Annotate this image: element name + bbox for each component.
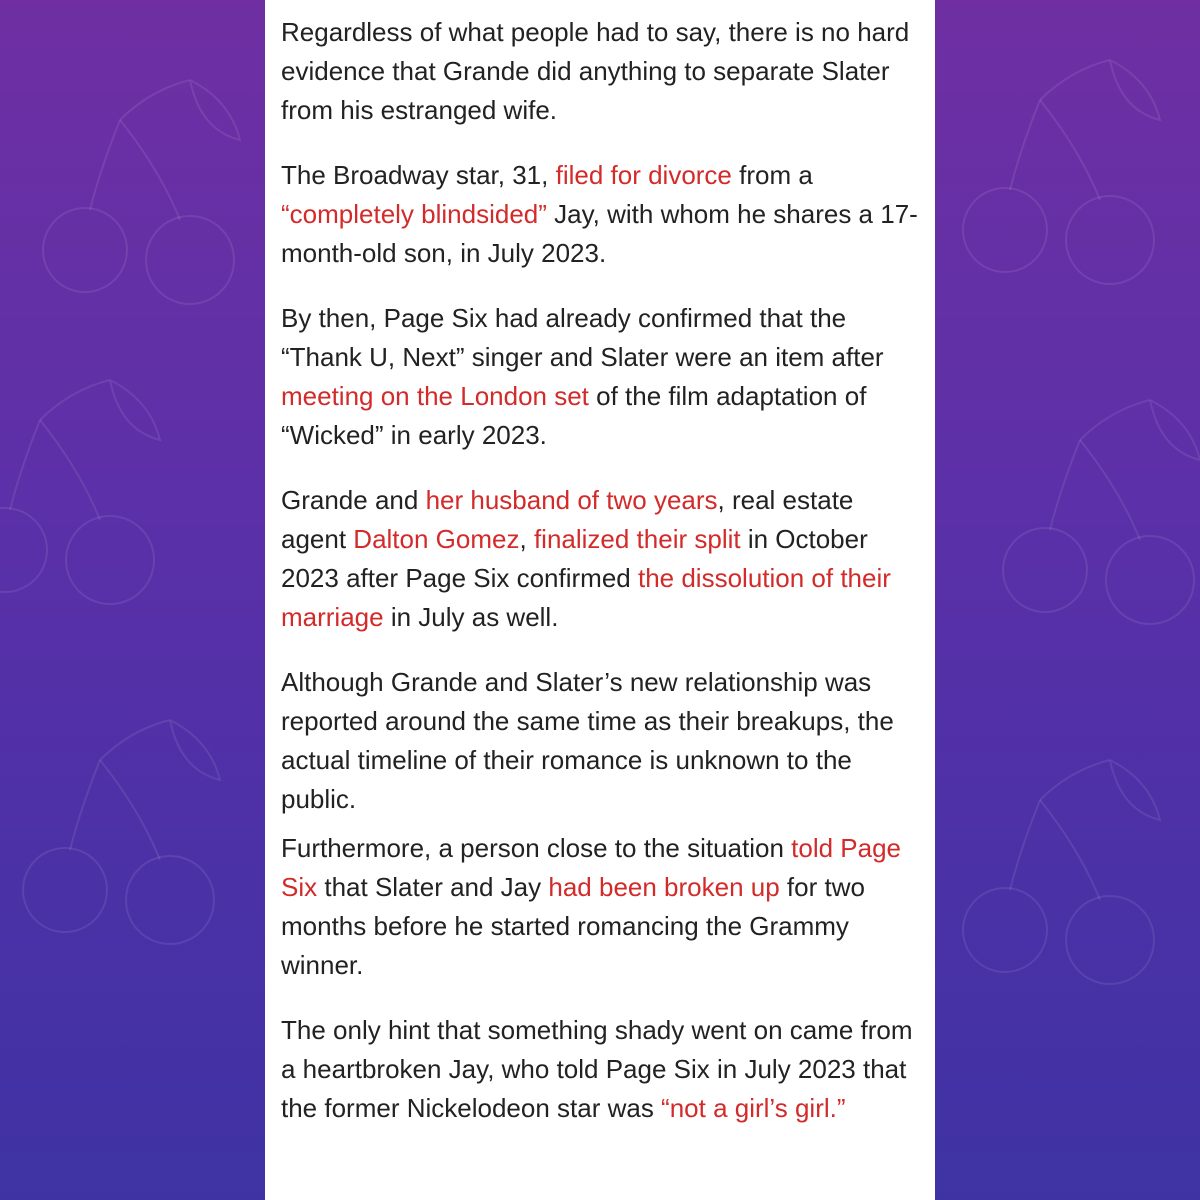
paragraph-text: , real estate agent [281,485,854,554]
link-told-page-six[interactable]: told Page Six [281,833,902,902]
paragraph-text: of the film adaptation of “Wicked” in early 2023. [281,381,867,450]
paragraph-text: in July as well. [383,602,559,632]
paragraph-text: Grande and [281,485,426,515]
paragraph-text: Regardless of what people had to say, there is no hard evidence that Grande did anything to separate Slater from his estranged wife. [281,17,910,125]
paragraph-text: Although Grande and Slater’s new relationship was reported around the same time as their breakups, the actual timeline of their romance is unknown to the public. [281,667,894,814]
link-had-been-broken-up[interactable]: had been broken up [548,872,780,902]
paragraph-3 [281,299,919,455]
cherry-icon [963,60,1160,284]
paragraph-1 [281,13,919,130]
link-filed-for-divorce[interactable]: filed for divorce [555,160,732,190]
cherry-icon [23,720,220,944]
paragraph-text: The only hint that something shady went on came from a heartbroken Jay, who told Page Six in July 2023 that the former Nickelodeon star was [281,1015,913,1123]
paragraph-text: Jay, with whom he shares a 17-month-old son, in July 2023. [281,199,918,268]
paragraph-text: The Broadway star, 31, [281,160,556,190]
cherry-icon [1003,400,1200,624]
paragraph-2 [281,156,919,273]
paragraph-5 [281,663,919,819]
cherry-icon [0,380,160,604]
link-not-a-girls-girl[interactable]: “not a girl’s girl.” [661,1093,846,1123]
paragraph-text: from a [731,160,813,190]
link-completely-blindsided[interactable]: “completely blindsided” [281,199,547,229]
cherry-icon [43,80,240,304]
paragraph-text: By then, Page Six had already confirmed that the “Thank U, Next” singer and Slater were an item after [281,303,884,372]
paragraph-text: Furthermore, a person close to the situation [281,833,792,863]
paragraph-text: , [519,524,534,554]
paragraph-7 [281,1011,919,1128]
link-her-husband-of-two-years[interactable]: her husband of two years [425,485,718,515]
link-finalized-their-split[interactable]: finalized their split [533,524,741,554]
link-dalton-gomez[interactable]: Dalton Gomez [353,524,520,554]
paragraph-text: for two months before he started romancing the Grammy winner. [281,872,865,980]
paragraph-text: in October 2023 after Page Six confirmed [281,524,868,593]
link-meeting-on-london-set[interactable]: meeting on the London set [281,381,589,411]
paragraph-text: that Slater and Jay [317,872,549,902]
cherry-icon [963,760,1160,984]
paragraph-6 [281,829,919,985]
link-dissolution-of-marriage[interactable]: the dissolution of their marriage [281,563,891,632]
article-body [265,0,935,1200]
paragraph-4 [281,481,919,637]
